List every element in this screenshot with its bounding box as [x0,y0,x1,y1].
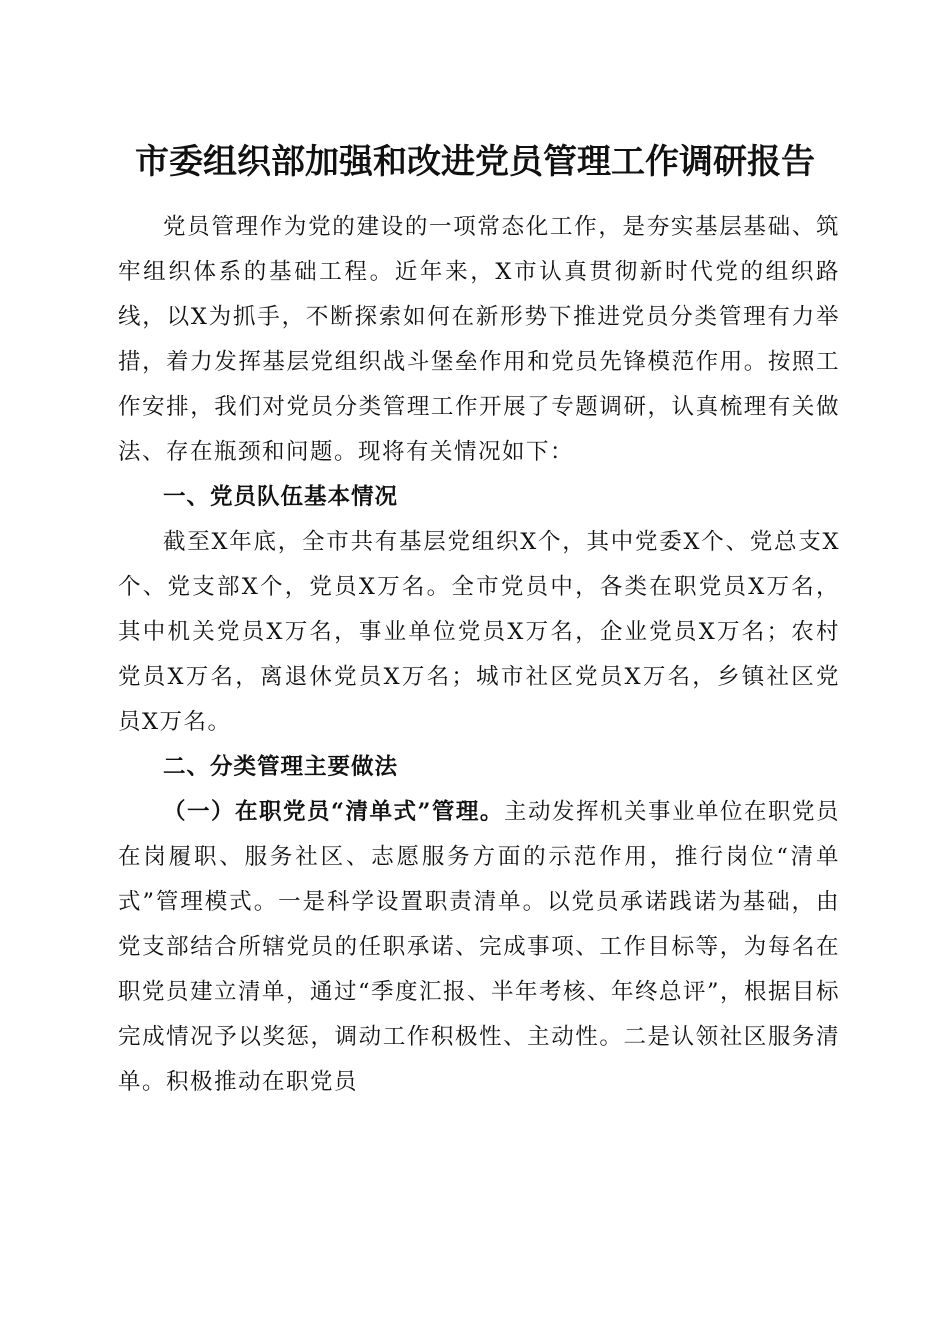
document-title: 市委组织部加强和改进党员管理工作调研报告 [135,142,815,182]
intro-paragraph: 党员管理作为党的建设的一项常态化工作，是夯实基层基础、筑牢组织体系的基础工程。近年来，X市认真贯彻新时代党的组织路线，以X为抓手，不断探索如何在新形势下推进党员分类管理有力举措，着力发挥基层党组织战斗堡垒作用和党员先锋模范作用。按照工作安排，我们对党员分类管理工作开展了专题调研，认真梳理有关做法、存在瓶颈和问题。现将有关情况如下： [118,214,840,465]
section-1-heading: 一、党员队伍基本情况 [163,484,399,510]
section-2-paragraph [118,790,840,1105]
subsection-1-text: 主动发挥机关事业单位在职党员在岗履职、服务社区、志愿服务方面的示范作用，推行岗位“清单式”管理模式。一是科学设置职责清单。以党员承诺践诺为基础，由党支部结合所辖党员的任职承诺、完成事项、工作目标等，为每名在职党员建立清单，通过“季度汇报、半年考核、年终总评”，根据目标完成情况予以奖惩，调动工作积极性、主动性。二是认领社区服务清单。积极推动在职党员 [118,799,841,1095]
document-body [118,205,840,1105]
section-2-heading: 二、分类管理主要做法 [163,754,399,780]
subsection-1-lead: （一）在职党员“清单式”管理。 [163,799,504,825]
section-1-paragraph: 截至X年底，全市共有基层党组织X个，其中党委X个、党总支X个、党支部X个，党员X万名。全市党员中，各类在职党员X万名，其中机关党员X万名，事业单位党员X万名，企业党员X万名；农村党员X万名，离退休党员X万名；城市社区党员X万名，乡镇社区党员X万名。 [118,529,840,735]
